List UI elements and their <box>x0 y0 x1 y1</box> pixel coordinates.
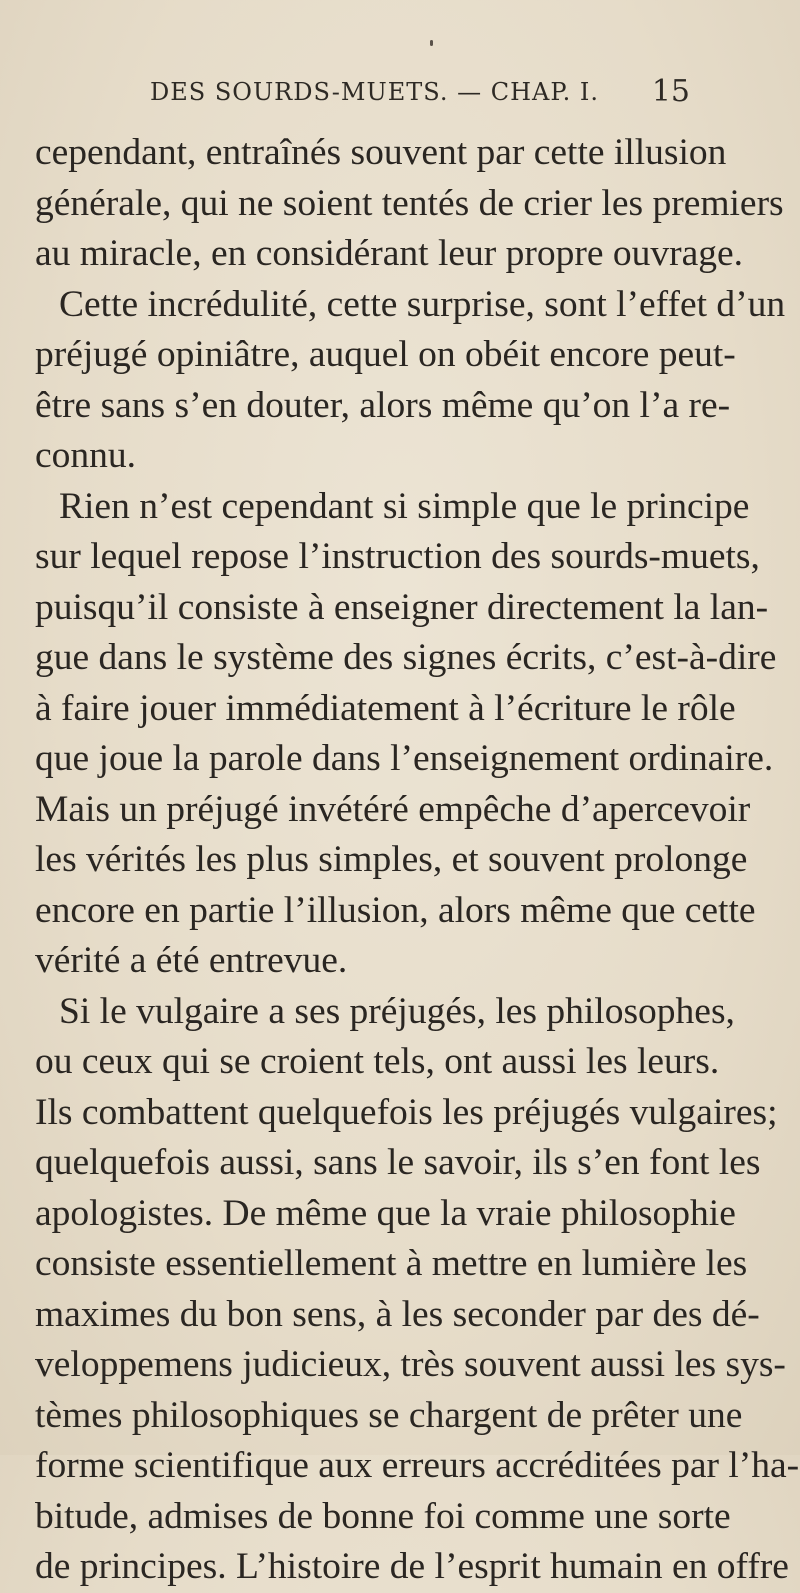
text-line: Rien n’est cependant si simple que le principe <box>59 485 750 527</box>
text-line: préjugé opiniâtre, auquel on obéit encore peut- <box>35 334 736 375</box>
body-text <box>35 128 800 1593</box>
text-line: générale, qui ne soient tentés de crier les premiers <box>35 182 784 224</box>
running-head-title: DES SOURDS-MUETS. — CHAP. I. <box>150 78 599 106</box>
running-head <box>150 74 690 118</box>
text-line: consiste essentiellement à mettre en lumière les <box>35 1243 748 1284</box>
text-line: Ils combattent quelquefois les préjugés vulgaires; <box>35 1091 778 1133</box>
text-line: cependant, entraînés souvent par cette illusion <box>35 132 727 173</box>
text-line: sur lequel repose l’instruction des sourds-muets, <box>35 536 760 577</box>
ink-speck <box>430 40 433 46</box>
text-line: Si le vulgaire a ses préjugés, les philosophes, <box>59 990 735 1032</box>
paragraph <box>35 482 777 987</box>
text-line: connu. <box>35 435 137 476</box>
paragraph <box>35 987 800 1593</box>
text-line: Mais un préjugé invétéré empêche d’apercevoir <box>35 788 751 830</box>
text-line: au miracle, en considérant leur propre ouvrage. <box>35 233 744 274</box>
text-line: tèmes philosophiques se chargent de prêter une <box>35 1394 743 1436</box>
text-line: quelquefois aussi, sans le savoir, ils s’en font les <box>35 1142 761 1183</box>
text-line: veloppemens judicieux, très souvent aussi les sys- <box>35 1344 786 1385</box>
text-line: bitude, admises de bonne foi comme une sorte <box>35 1495 731 1537</box>
paragraph <box>35 128 784 280</box>
text-line: Cette incrédulité, cette surprise, sont l’effet d’un <box>59 283 786 325</box>
paragraph <box>35 280 786 482</box>
page-number: 15 <box>651 74 690 109</box>
text-line: vérité a été entrevue. <box>35 940 348 981</box>
text-line: être sans s’en douter, alors même qu’on l’a re- <box>35 384 731 426</box>
text-line: gue dans le système des signes écrits, c’est-à-dire <box>35 637 777 678</box>
text-line: maximes du bon sens, à les seconder par des dé- <box>35 1293 760 1335</box>
text-line: forme scientifique aux erreurs accréditées par l’ha- <box>35 1445 800 1486</box>
text-line: encore en partie l’illusion, alors même que cette <box>35 889 756 931</box>
text-line: à faire jouer immédiatement à l’écriture le rôle <box>35 687 736 729</box>
text-line: que joue la parole dans l’enseignement ordinaire. <box>35 738 774 779</box>
text-line: apologistes. De même que la vraie philosophie <box>35 1192 736 1234</box>
text-line: de principes. L’histoire de l’esprit humain en offre <box>35 1546 789 1587</box>
text-line: les vérités les plus simples, et souvent prolonge <box>35 839 748 880</box>
text-line: puisqu’il consiste à enseigner directement la lan- <box>35 586 769 628</box>
text-line: ou ceux qui se croient tels, ont aussi les leurs. <box>35 1041 720 1082</box>
